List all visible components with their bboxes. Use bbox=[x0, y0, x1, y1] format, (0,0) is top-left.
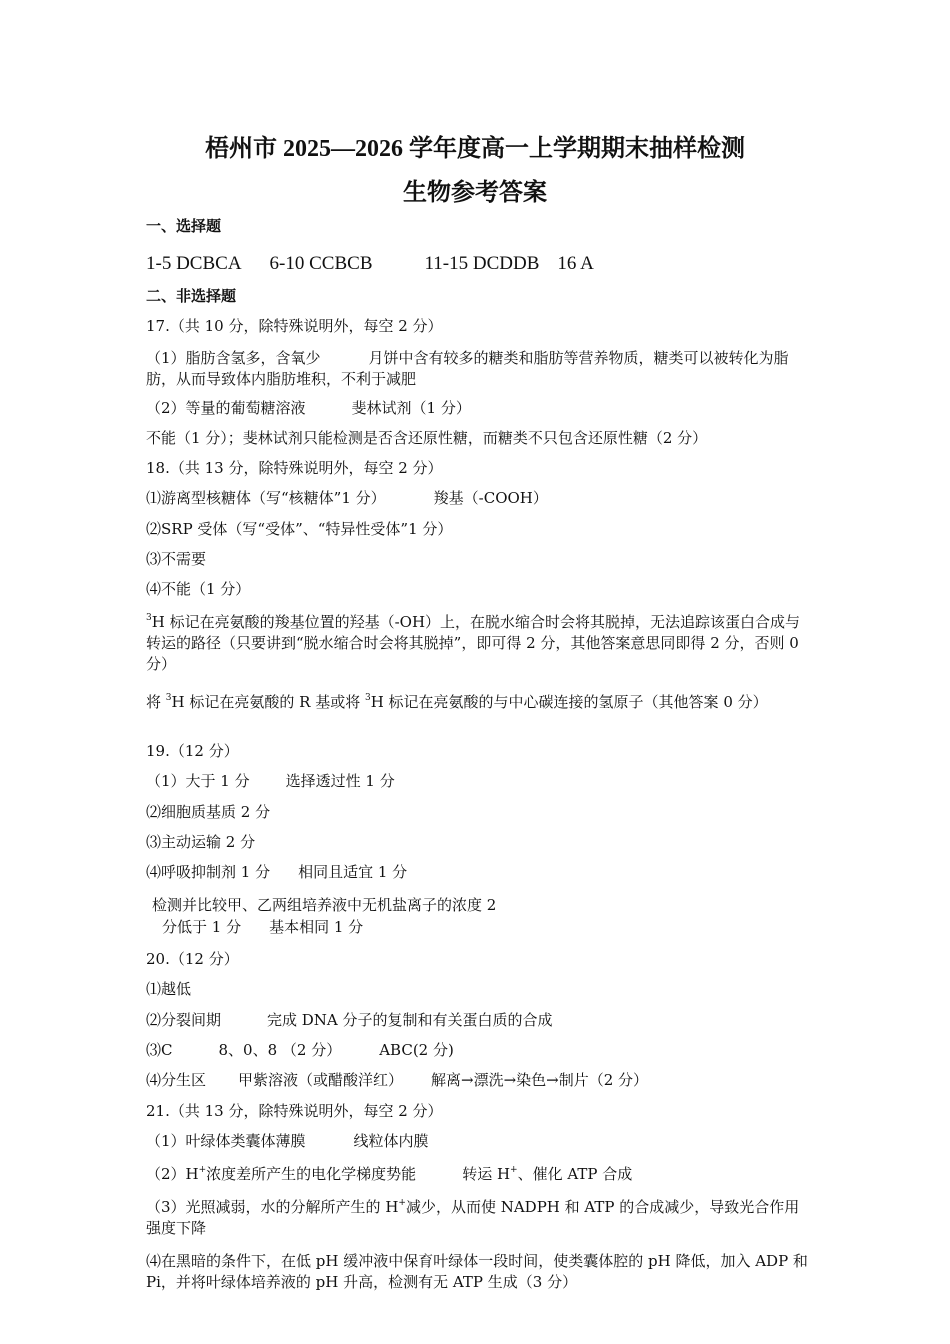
q21-answer-4: ⑷在黑暗的条件下，在低 pH 缓冲液中保育叶绿体一段时间，使类囊体腔的 pH 降低，加入 ADP 和 Pi，并将叶绿体培养液的 pH 升高，检测有无 ATP 生成（3 分） bbox=[146, 1252, 808, 1291]
q19-answer-4: ⑷呼吸抑制剂 1 分 相同且适宜 1 分 bbox=[146, 863, 408, 881]
q21-answer-3: （3）光照减弱，水的分解所产生的 H+减少，从而使 NADPH 和 ATP 的合成减少，导致光合作用强度下降 bbox=[146, 1198, 800, 1237]
q19-answer-5: 检测并比较甲、乙两组培养液中无机盐离子的浓度 2 bbox=[152, 896, 497, 914]
choice-group-4: 16 A bbox=[557, 253, 594, 274]
choice-group-2: 6-10 CCBCB bbox=[269, 253, 373, 274]
q19-answer-1: （1）大于 1 分 选择透过性 1 分 bbox=[146, 772, 395, 790]
q19-answer-6: 分低于 1 分 基本相同 1 分 bbox=[162, 918, 364, 936]
q18-answer-1: ⑴游离型核糖体（写“核糖体”1 分） 羧基（-COOH） bbox=[146, 489, 548, 507]
q18-answer-4: ⑷不能（1 分） bbox=[146, 580, 251, 598]
q20-answer-1: ⑴越低 bbox=[146, 980, 192, 998]
choice-group-1: 1-5 DCBCA bbox=[146, 253, 242, 274]
q17-header: 17.（共 10 分，除特殊说明外，每空 2 分） bbox=[146, 317, 443, 335]
q18-answer-2: ⑵SRP 受体（写“受体”、“特异性受体”1 分） bbox=[146, 520, 453, 538]
section-heading-choice: 一、选择题 bbox=[146, 217, 222, 235]
choice-answers bbox=[146, 253, 811, 274]
q20-answer-3: ⑶C 8、0、8 （2 分） ABC(2 分) bbox=[146, 1041, 454, 1059]
q20-answer-2: ⑵分裂间期 完成 DNA 分子的复制和有关蛋白质的合成 bbox=[146, 1011, 553, 1029]
q19-header: 19.（12 分） bbox=[146, 742, 239, 760]
q18-explanation-1: $^3$H 标记在亮氨酸的羧基位置的羟基（-OH）上，在脱水缩合时会将其脱掉，无法追踪该蛋白合成与转运的路径（只要讲到“脱水缩合时会将其脱掉”，即可得 2 分，其他答案意思同即得 2 分，否则 0 分） bbox=[146, 613, 801, 673]
q19-answer-3: ⑶主动运输 2 分 bbox=[146, 833, 256, 851]
q17-answer-3: 不能（1 分）；斐林试剂只能检测是否含还原性糖，而糖类不只包含还原性糖（2 分） bbox=[146, 429, 708, 447]
q20-header: 20.（12 分） bbox=[146, 950, 239, 968]
q17-answer-1: （1）脂肪含氢多，含氧少 月饼中含有较多的糖类和脂肪等营养物质，糖类可以被转化为脂肪，从而导致体内脂肪堆积，不利于减肥 bbox=[146, 349, 789, 388]
page-title: 梧州市 2025—2026 学年度高一上学期期末抽样检测 bbox=[205, 136, 745, 162]
q21-header: 21.（共 13 分，除特殊说明外，每空 2 分） bbox=[146, 1102, 443, 1120]
q18-answer-3: ⑶不需要 bbox=[146, 550, 207, 568]
q19-answer-2: ⑵细胞质基质 2 分 bbox=[146, 803, 271, 821]
q18-explanation-2: 将 $^3$H 标记在亮氨酸的 R 基或将 $^3$H 标记在亮氨酸的与中心碳连接的氢原子（其他答案 0 分） bbox=[146, 693, 768, 711]
page-subtitle: 生物参考答案 bbox=[403, 180, 547, 206]
q17-answer-2: （2）等量的葡萄糖溶液 斐林试剂（1 分） bbox=[146, 399, 471, 417]
choice-group-3: 11-15 DCDDB bbox=[424, 253, 540, 274]
q20-answer-4: ⑷分生区 甲紫溶液（或醋酸洋红） 解离→漂洗→染色→制片（2 分） bbox=[146, 1071, 649, 1089]
q21-answer-1: （1）叶绿体类囊体薄膜 线粒体内膜 bbox=[146, 1132, 429, 1150]
section-heading-nonchoice: 二、非选择题 bbox=[146, 287, 237, 305]
q21-answer-2: （2）H+浓度差所产生的电化学梯度势能 转运 H+、催化 ATP 合成 bbox=[146, 1165, 633, 1183]
q18-header: 18.（共 13 分，除特殊说明外，每空 2 分） bbox=[146, 459, 443, 477]
